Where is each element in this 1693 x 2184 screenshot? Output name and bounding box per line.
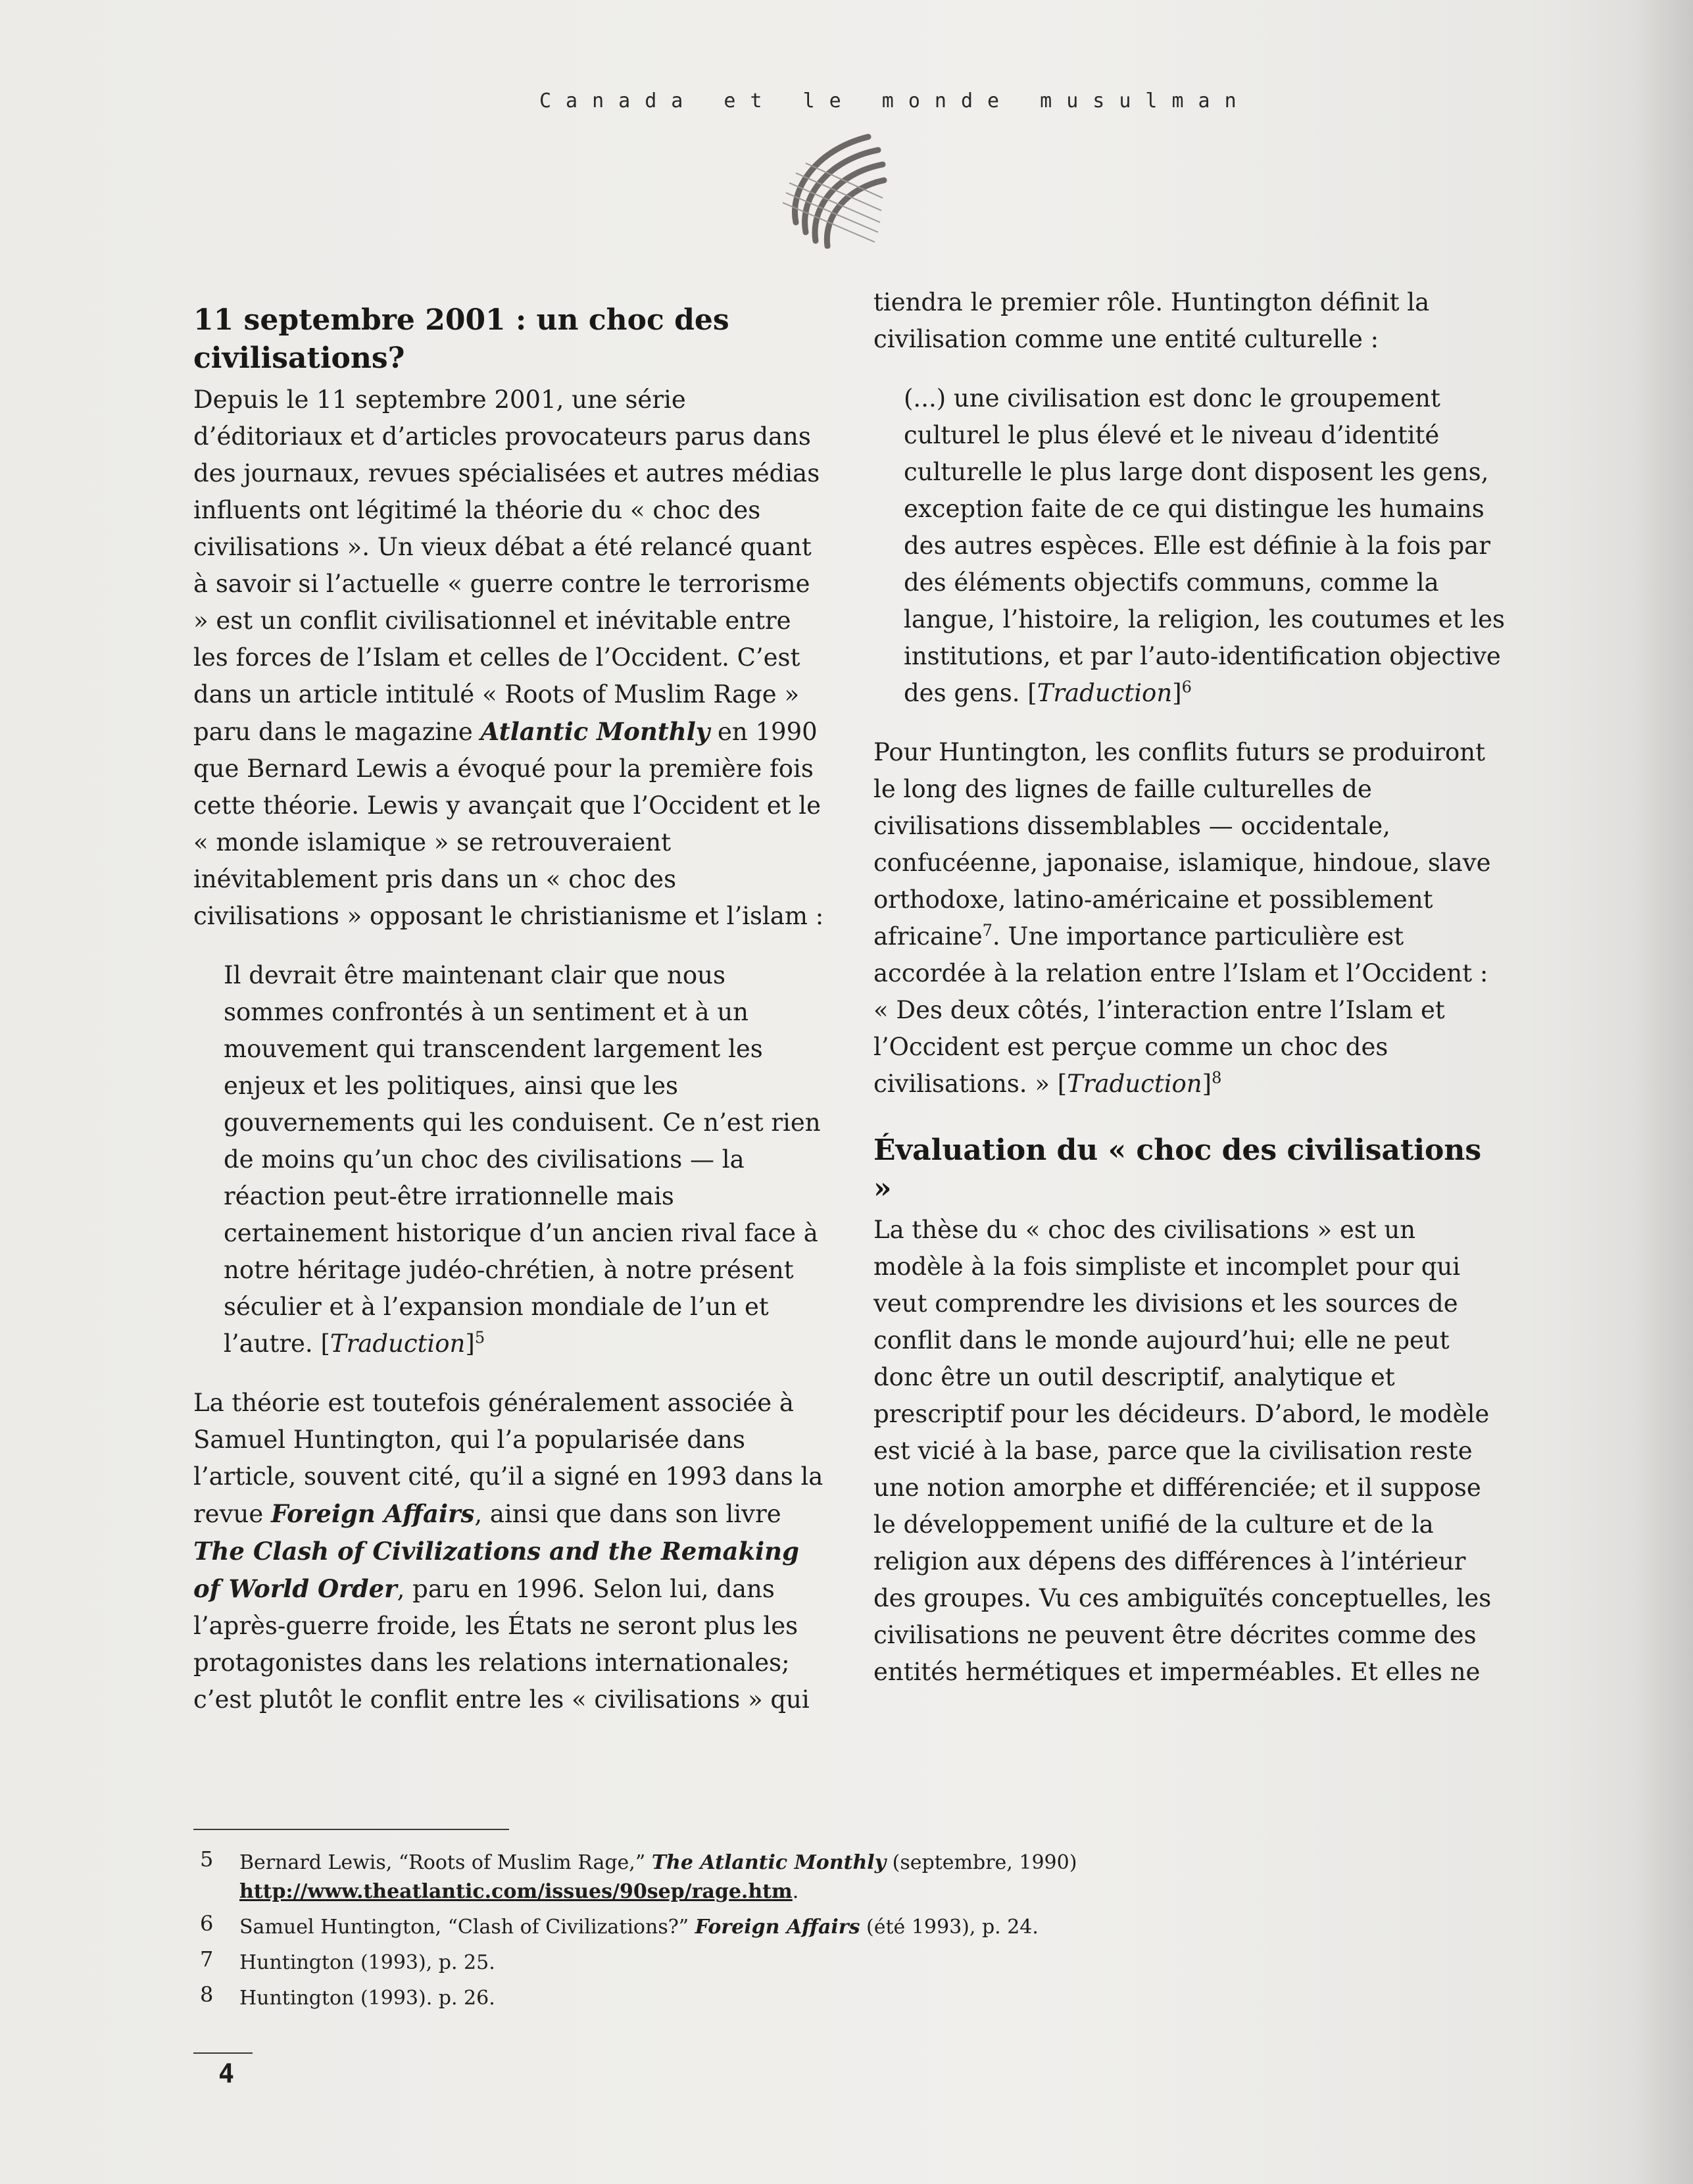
page-spine-shadow [1634,0,1693,2184]
footnote-link-atlantic[interactable]: http://www.theatlantic.com/issues/90sep/rage.htm [239,1880,793,1903]
footnotes [193,1849,1509,2020]
running-title: Canada et le monde musulman [539,89,1251,112]
footnote-ref-5[interactable]: 5 [474,1328,485,1347]
paragraph-intro: Depuis le 11 septembre 2001, une série d’éditoriaux et d’articles provocateurs parus dans des journaux, revues spécialisées et autres médias influents ont légitimé la théorie du « choc des civilisations ». Un vieux débat a été relancé quant à savoir si l’actuelle « guerre contre le terrorisme » est un conflit civilisationnel et inévitable entre les forces de l’Islam et celles de l’Occident. C’est dans un article intitulé « Roots of Muslim Rage » paru dans le magazine Atlantic Monthly en 1990 que Bernard Lewis a évoqué pour la première fois cette théorie. Lewis y avançait que l’Occident et le « monde islamique » se retrouveraient inévitablement pris dans un « choc des civilisations » opposant le christianisme et l’islam : [193,385,824,930]
block-quote-huntington: (...) une civilisation est donc le groupement culturel le plus élevé et le niveau d’identité culturelle le plus large dont disposent les gens, exception faite de ce qui distingue les humains des autres espèces. Elle est définie à la fois par des éléments objectifs communs, comme la langue, l’histoire, la religion, les coutumes et les institutions, et par l’auto-identification objective des gens. [Traduction]$^6$ [904,384,1506,707]
book-title: The Clash of Civilizations and the Remaking of World Order [193,1537,799,1603]
revue-title: Foreign Affairs [270,1499,475,1528]
block-quote-lewis: Il devrait être maintenant clair que nous sommes confrontés à un sentiment et à un mouvement qui transcendent largement les enjeux et les politiques, ainsi que les gouvernements qui les conduisent. Ce n’est rien de moins qu’un choc des civilisations — la réaction peut-être irrationnelle mais certainement historique d’un ancien rival face à notre héritage judéo-chrétien, à notre présent séculier et à l’expansion mondiale de l’un et l’autre. [Traduction]$^5$ [224,961,821,1358]
paragraph-huntington: La théorie est toutefois généralement associée à Samuel Huntington, qui l’a popularisée dans l’article, souvent cité, qu’il a signé en 1993 dans la revue Foreign Affairs, ainsi que dans son livre The Clash of Civilizations and the Remaking of World Order, paru en 1996. Selon lui, dans l’après-guerre froide, les États ne seront plus les protagonistes dans les relations internationales; c’est plutôt le conflit entre les « civilisations » qui [193,1389,823,1714]
section-heading-evaluation: Évaluation du « choc des civilisations » [873,1133,1482,1205]
swirl-logo-icon [770,124,888,249]
paragraph-fault-lines: Pour Huntington, les conflits futurs se produiront le long des lignes de faille culturelles de civilisations dissemblables — occidentale, confucéenne, japonaise, islamique, hindoue, slave orthodoxe, latino-américaine et possiblement africaine$^7$. Une importance particulière est accordée à la relation entre l’Islam et l’Occident : « Des deux côtés, l’interaction entre l’Islam et l’Occident est perçue comme un choc des civilisations. » [Traduction]$^8$ [873,738,1491,1098]
right-column [873,284,1505,1713]
page-number: 4 [218,2059,235,2089]
footnote-5: 5 Bernard Lewis, “Roots of Muslim Rage,” The Atlantic Monthly (septembre, 1990) http://www.theatlantic.com/issues/90sep/rage.htm. [200,1847,1077,1903]
footnote-ref-6[interactable]: 6 [1181,678,1192,697]
section-heading-choc: 11 septembre 2001 : un choc des civilisations? [193,303,729,375]
running-header [0,84,1693,124]
magazine-title: Atlantic Monthly [480,717,710,746]
left-column [193,301,825,1741]
footnote-ref-8[interactable]: 8 [1212,1068,1222,1087]
page-number-rule [193,2052,253,2054]
footnote-6: 6 Samuel Huntington, “Clash of Civilizations?” Foreign Affairs (été 1993), p. 24. [200,1911,1039,1939]
footnote-7: 7 Huntington (1993), p. 25. [200,1947,495,1974]
paragraph-definition: tiendra le premier rôle. Huntington définit la civilisation comme une entité culturelle : [873,288,1430,353]
footnote-8: 8 Huntington (1993). p. 26. [200,1982,495,2010]
footnote-ref-7[interactable]: 7 [982,921,993,940]
paragraph-evaluation: La thèse du « choc des civilisations » est un modèle à la fois simpliste et incomplet pour qui veut comprendre les divisions et les sources de conflit dans le monde aujourd’hui; elle ne peut donc être un outil descriptif, analytique et prescriptif pour les décideurs. D’abord, le modèle est vicié à la base, parce que la civilisation reste une notion amorphe et différenciée; et il suppose le développement unifié de la culture et de la religion aux dépens des différences à l’intérieur des groupes. Vu ces ambiguïtés conceptuelles, les civilisations ne peuvent être décrites comme des entités hermétiques et imperméables. Et elles ne [873,1216,1492,1686]
footnote-divider [193,1829,509,1830]
